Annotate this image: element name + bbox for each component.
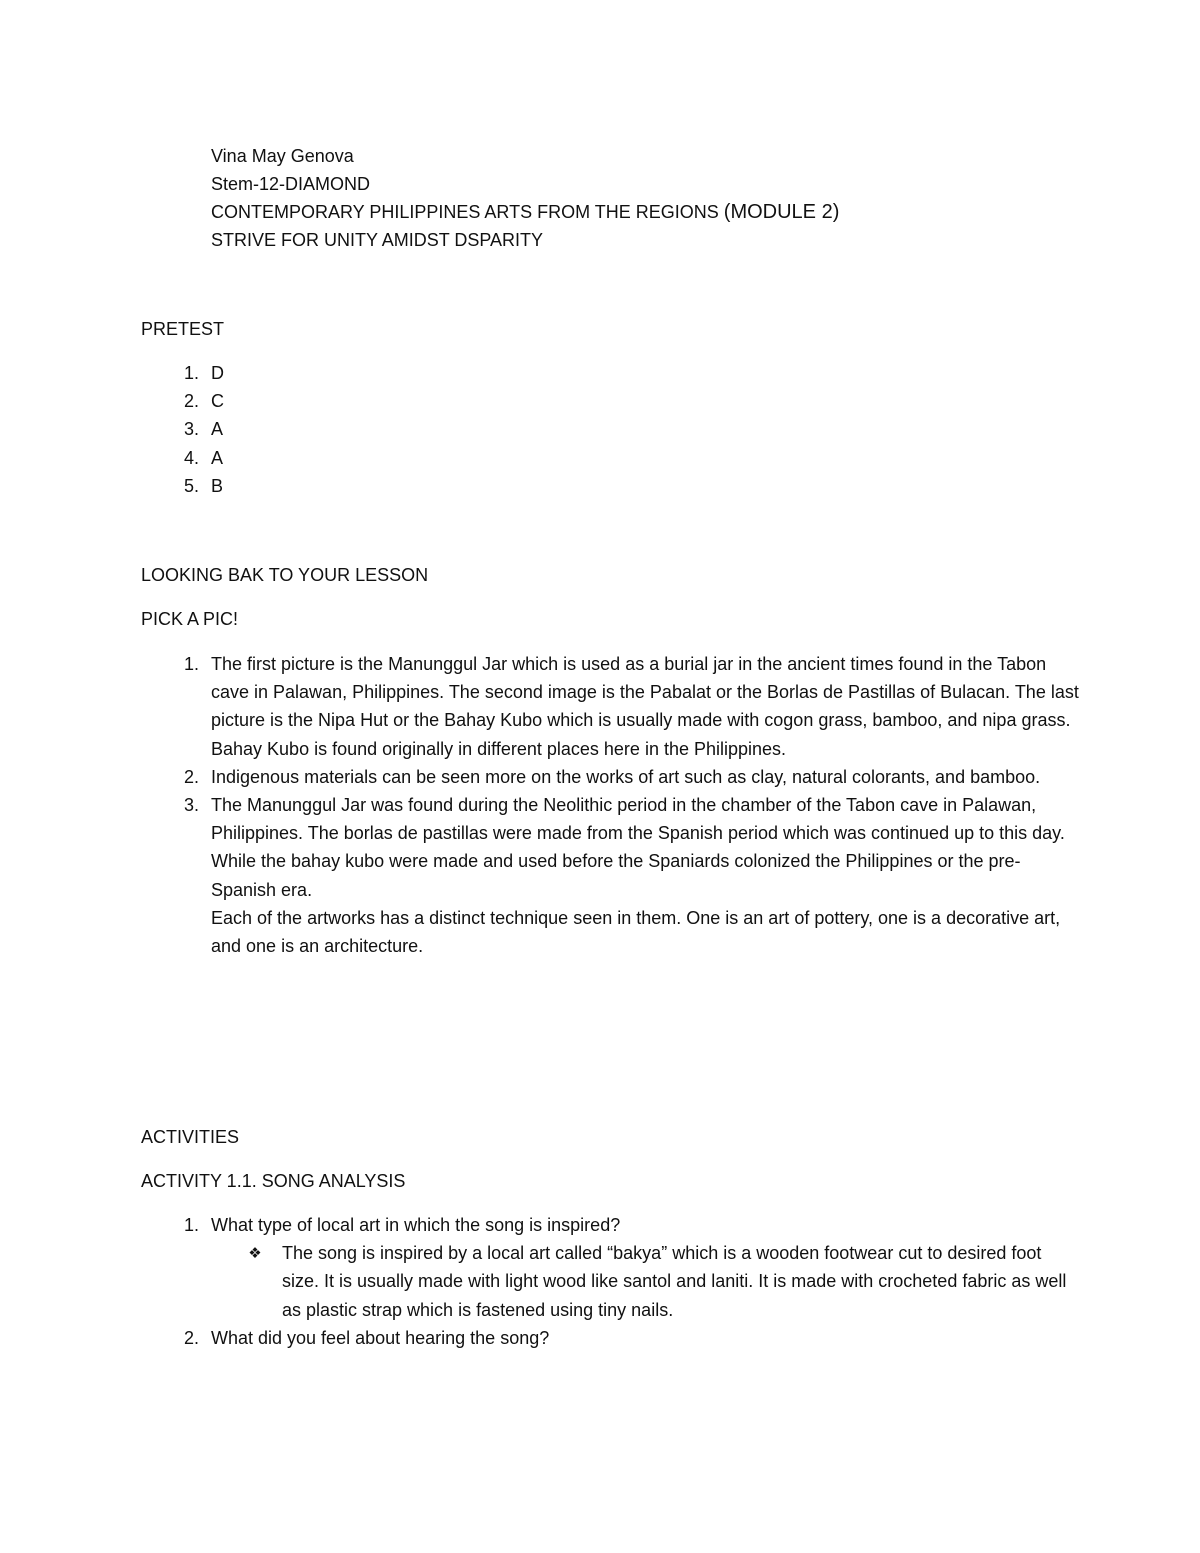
pretest-answer <box>141 472 1081 500</box>
item-number: 2 . <box>175 387 199 415</box>
item-text: Indigenous materials can be seen more on the works of art such as clay, natural colorants, and bamboo. <box>211 766 1041 787</box>
pretest-answer <box>141 415 1081 443</box>
answer-text: B <box>211 475 224 496</box>
list-item <box>141 650 1081 763</box>
pretest-answer <box>141 444 1081 472</box>
module-topic: STRIVE FOR UNITY AMIDST DSPARITY <box>211 230 544 250</box>
activity-title: ACTIVITY 1.1. SONG ANALYSIS <box>141 1171 406 1191</box>
looking-back-heading: LOOKING BAK TO YOUR LESSON <box>141 565 429 585</box>
question-item <box>141 1211 1081 1239</box>
item-number: 2 . <box>175 1324 199 1352</box>
answer-text: C <box>211 391 224 412</box>
subject-title <box>211 198 839 226</box>
item-number: 5 . <box>175 472 199 500</box>
pretest-answer <box>141 387 1081 415</box>
pick-a-pic-heading: PICK A PIC! <box>141 609 239 629</box>
pretest-answer-list <box>141 359 1081 500</box>
item-number: 2 . <box>175 763 199 791</box>
module-label: (MODULE 2) <box>723 201 840 223</box>
answer-bullet <box>211 1239 1081 1324</box>
activity-question-list <box>141 1211 1081 1352</box>
document-header <box>211 142 839 254</box>
student-name: Vina May Genova <box>211 146 354 166</box>
answer-text: The song is inspired by a local art called “bakya” which is a wooden footwear cut to desired foot size. It is usually made with light wood like santol and laniti. It is made with crocheted fabric as well as plastic strap which is fastened using tiny nails. <box>282 1243 1067 1320</box>
answer-text: A <box>211 447 224 468</box>
item-number: 1 . <box>175 359 199 387</box>
question-text: What did you feel about hearing the song? <box>211 1327 550 1348</box>
item-number: 4 . <box>175 444 199 472</box>
item-text: The first picture is the Manunggul Jar which is used as a burial jar in the ancient times found in the Tabon cave in Palawan, Philippines. The second image is the Pabalat or the Borlas de Pastillas of Bulacan. The last picture is the Nipa Hut or the Bahay Kubo which is usually made with cogon grass, bamboo, and nipa grass. Bahay Kubo is found originally in different places here in the Philippines. <box>211 654 1079 759</box>
item-number: 1 . <box>175 650 199 678</box>
pick-a-pic-list <box>141 650 1081 960</box>
answer-text: A <box>211 419 224 440</box>
subject-name: CONTEMPORARY PHILIPPINES ARTS FROM THE REGIONS <box>211 202 724 222</box>
list-item <box>141 791 1081 960</box>
student-section: Stem-12-DIAMOND <box>211 174 371 194</box>
answer-text: D <box>211 363 224 383</box>
activities-heading: ACTIVITIES <box>141 1127 240 1147</box>
item-extra-paragraph: Each of the artworks has a distinct technique seen in them. One is an art of pottery, one is a decorative art, and one is an architecture. <box>211 907 1061 957</box>
item-number: 3 . <box>175 415 199 443</box>
question-item <box>141 1324 1081 1352</box>
pretest-answer <box>141 359 1081 387</box>
item-number: 3 . <box>175 791 199 819</box>
question-text: What type of local art in which the song is inspired? <box>211 1215 621 1235</box>
list-item <box>141 763 1081 791</box>
diamond-bullet-icon: ❖ <box>248 1244 262 1263</box>
item-number: 1 . <box>175 1211 199 1239</box>
pretest-heading: PRETEST <box>141 319 225 339</box>
item-text: The Manunggul Jar was found during the Neolithic period in the chamber of the Tabon cave in Palawan, Philippines. The borlas de pastillas were made from the Spanish period which was continued up to this day. While the bahay kubo were made and used before the Spaniards colonized the Philippines or the pre-Spanish era. <box>211 795 1065 900</box>
